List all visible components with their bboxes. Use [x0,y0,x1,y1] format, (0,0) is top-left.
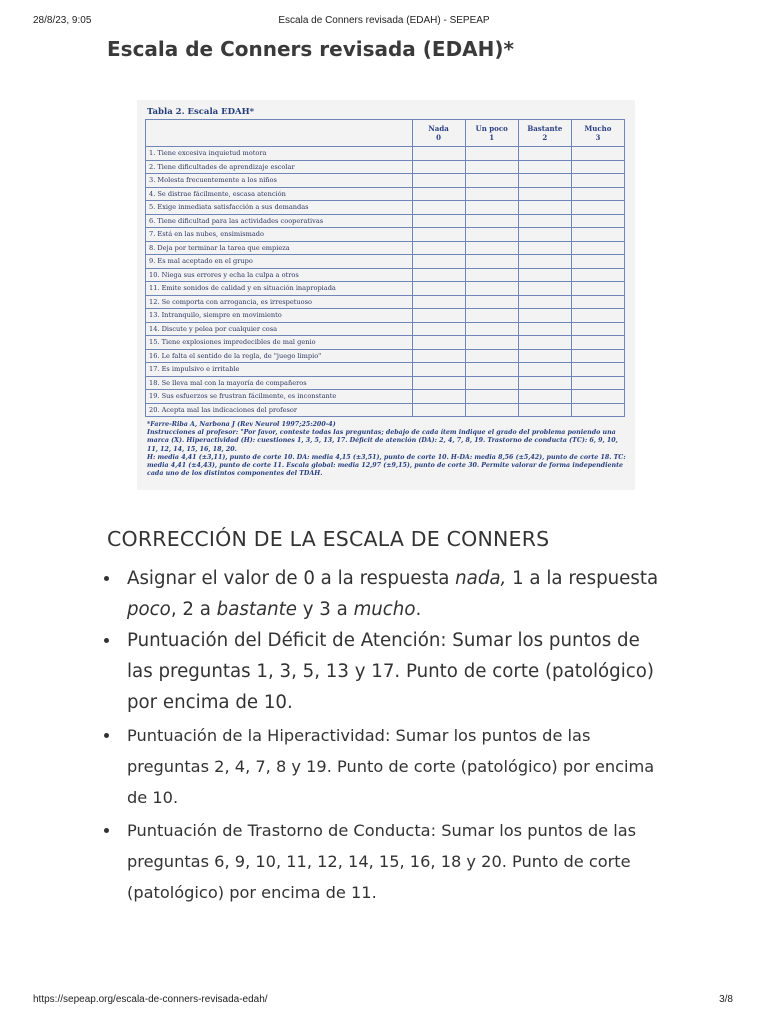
list-item: Puntuación de Trastorno de Conducta: Sumar los puntos de las preguntas 6, 9, 10, 11, 12, 14, 15, 16, 18 y 20. Punto de corte (patológico) por encima de 11. [100,815,660,908]
table-row [146,295,625,309]
answer-cell [571,268,624,282]
table-row [146,228,625,242]
table-header-row [146,120,625,147]
question-cell: 16. Le falta el sentido de la regla, de "juego limpio" [146,349,413,363]
answer-cell [571,228,624,242]
table-row [146,241,625,255]
answer-cell [465,160,518,174]
column-header-bastante: Bastante 2 [518,120,571,147]
answer-cell [412,268,465,282]
question-cell: 9. Es mal aceptado en el grupo [146,255,413,269]
table-row [146,309,625,323]
answer-cell [518,349,571,363]
answer-cell [412,214,465,228]
answer-cell [518,214,571,228]
answer-cell [518,336,571,350]
answer-cell [412,147,465,161]
column-header-nada: Nada 0 [412,120,465,147]
answer-cell [465,349,518,363]
answer-cell [571,376,624,390]
answer-cell [571,241,624,255]
answer-cell [412,174,465,188]
answer-cell [571,322,624,336]
answer-cell [518,390,571,404]
answer-cell [465,309,518,323]
answer-cell [465,268,518,282]
answer-cell [518,376,571,390]
list-item: Puntuación de la Hiperactividad: Sumar los puntos de las preguntas 2, 4, 7, 8 y 19. Punto de corte (patológico) por encima de 10. [100,720,660,813]
question-cell: 10. Niega sus errores y echa la culpa a otros [146,268,413,282]
print-footer [0,994,768,1008]
answer-cell [465,187,518,201]
table-row [146,147,625,161]
question-cell: 1. Tiene excesiva inquietud motora [146,147,413,161]
answer-cell [518,282,571,296]
question-cell: 15. Tiene explosiones impredecibles de mal genio [146,336,413,350]
answer-cell [571,147,624,161]
answer-cell [465,241,518,255]
answer-cell [518,228,571,242]
edah-table-figure [137,100,635,490]
answer-cell [465,174,518,188]
table-row [146,174,625,188]
answer-cell [465,201,518,215]
edah-table [145,119,625,417]
answer-cell [518,241,571,255]
table-row [146,322,625,336]
section-heading: CORRECCIÓN DE LA ESCALA DE CONNERS [107,527,550,551]
answer-cell [571,336,624,350]
answer-cell [518,403,571,417]
table-note-instructions: Instrucciones al profesor: "Por favor, conteste todas las preguntas; debajo de cada ítem indique el grado del problema poniendo una marca (X). Hiperactividad (H): cuestiones 1, 3, 5, 13, 17. Déficit de atención (DA): 2, 4, 7, 8, 19. Trastorno de conducta (TC): 6, 9, 10, 11, 12, 14, 15, 16, 18, 20. [147,429,618,453]
question-column-header [146,120,413,147]
bullet-icon [104,828,109,833]
table-caption: Tabla 2. Escala EDAH* [147,107,255,117]
print-date: 28/8/23, 9:05 [33,15,92,26]
table-row [146,201,625,215]
answer-cell [465,322,518,336]
question-cell: 5. Exige inmediata satisfacción a sus demandas [146,201,413,215]
table-row [146,336,625,350]
answer-cell [412,187,465,201]
answer-cell [465,282,518,296]
answer-cell [465,336,518,350]
question-cell: 11. Emite sonidos de calidad y en situación inapropiada [146,282,413,296]
answer-cell [412,336,465,350]
table-row [146,282,625,296]
question-cell: 20. Acepta mal las indicaciones del profesor [146,403,413,417]
page-url: https://sepeap.org/escala-de-conners-revisada-edah/ [33,994,268,1005]
answer-cell [465,403,518,417]
answer-cell [518,201,571,215]
answer-cell [518,255,571,269]
list-item: Asignar el valor de 0 a la respuesta nada, 1 a la respuesta poco, 2 a bastante y 3 a mucho. [100,563,660,625]
page-title: Escala de Conners revisada (EDAH)* [107,37,514,61]
print-header [0,15,768,31]
answer-cell [571,214,624,228]
answer-cell [465,295,518,309]
table-row [146,214,625,228]
table-row [146,187,625,201]
answer-cell [465,228,518,242]
print-page-title: Escala de Conners revisada (EDAH) - SEPEAP [278,15,490,26]
answer-cell [412,241,465,255]
question-cell: 7. Está en las nubes, ensimismado [146,228,413,242]
table-row [146,349,625,363]
answer-cell [412,390,465,404]
answer-cell [571,349,624,363]
question-cell: 3. Molesta frecuentemente a los niños [146,174,413,188]
bullet-icon [104,733,109,738]
answer-cell [465,363,518,377]
question-cell: 13. Intranquilo, siempre en movimiento [146,309,413,323]
table-notes [147,421,627,478]
answer-cell [571,160,624,174]
answer-cell [412,349,465,363]
answer-cell [412,403,465,417]
page-number: 3/8 [719,994,733,1005]
answer-cell [518,295,571,309]
answer-cell [518,309,571,323]
question-cell: 18. Se lleva mal con la mayoría de compañeros [146,376,413,390]
list-item: Puntuación del Déficit de Atención: Sumar los puntos de las preguntas 1, 3, 5, 13 y 17. Punto de corte (patológico) por encima de 10. [100,625,660,718]
column-header-un-poco: Un poco 1 [465,120,518,147]
question-cell: 2. Tiene dificultades de aprendizaje escolar [146,160,413,174]
answer-cell [571,363,624,377]
question-cell: 8. Deja por terminar la tarea que empieza [146,241,413,255]
answer-cell [571,390,624,404]
answer-cell [571,282,624,296]
answer-cell [518,174,571,188]
answer-cell [518,187,571,201]
answer-cell [571,174,624,188]
bullet-icon [104,638,109,643]
table-row [146,363,625,377]
table-row [146,255,625,269]
table-row [146,390,625,404]
answer-cell [412,309,465,323]
table-row [146,160,625,174]
answer-cell [412,322,465,336]
table-note-source: *Farre-Riba A, Narbona J (Rev Neurol 1997;25:200-4) [147,421,336,428]
table-row [146,376,625,390]
answer-cell [571,309,624,323]
answer-cell [518,147,571,161]
answer-cell [518,363,571,377]
answer-cell [412,376,465,390]
answer-cell [518,322,571,336]
answer-cell [412,228,465,242]
answer-cell [412,282,465,296]
question-cell: 12. Se comporta con arrogancia, es irrespetuoso [146,295,413,309]
table-note-scores: H: media 4,41 (±3,11), punto de corte 10. DA: media 4,15 (±3,51), punto de corte 10. H-DA: media 8,56 (±5,42), punto de corte 18. TC: media 4,41 (±4,43), punto de corte 11. Escala global: media 12,97 (±9,15), punto de corte 30. Permite valorar de forma independiente cada uno de los distintos componentes del TDAH. [147,453,626,478]
answer-cell [571,403,624,417]
answer-cell [465,255,518,269]
answer-cell [412,255,465,269]
question-cell: 6. Tiene dificultad para las actividades cooperativas [146,214,413,228]
answer-cell [518,268,571,282]
correction-rules-list [100,563,660,908]
answer-cell [571,201,624,215]
answer-cell [571,187,624,201]
answer-cell [571,295,624,309]
answer-cell [412,160,465,174]
answer-cell [571,255,624,269]
answer-cell [465,390,518,404]
answer-cell [412,363,465,377]
question-cell: 19. Sus esfuerzos se frustran fácilmente, es inconstante [146,390,413,404]
question-cell: 17. Es impulsivo e irritable [146,363,413,377]
table-row [146,268,625,282]
answer-cell [412,295,465,309]
table-row [146,403,625,417]
bullet-icon [104,576,109,581]
answer-cell [518,160,571,174]
column-header-mucho: Mucho 3 [571,120,624,147]
question-cell: 4. Se distrae fácilmente, escasa atención [146,187,413,201]
answer-cell [465,147,518,161]
table-body [146,147,625,417]
answer-cell [465,214,518,228]
question-cell: 14. Discute y pelea por cualquier cosa [146,322,413,336]
answer-cell [412,201,465,215]
answer-cell [465,376,518,390]
